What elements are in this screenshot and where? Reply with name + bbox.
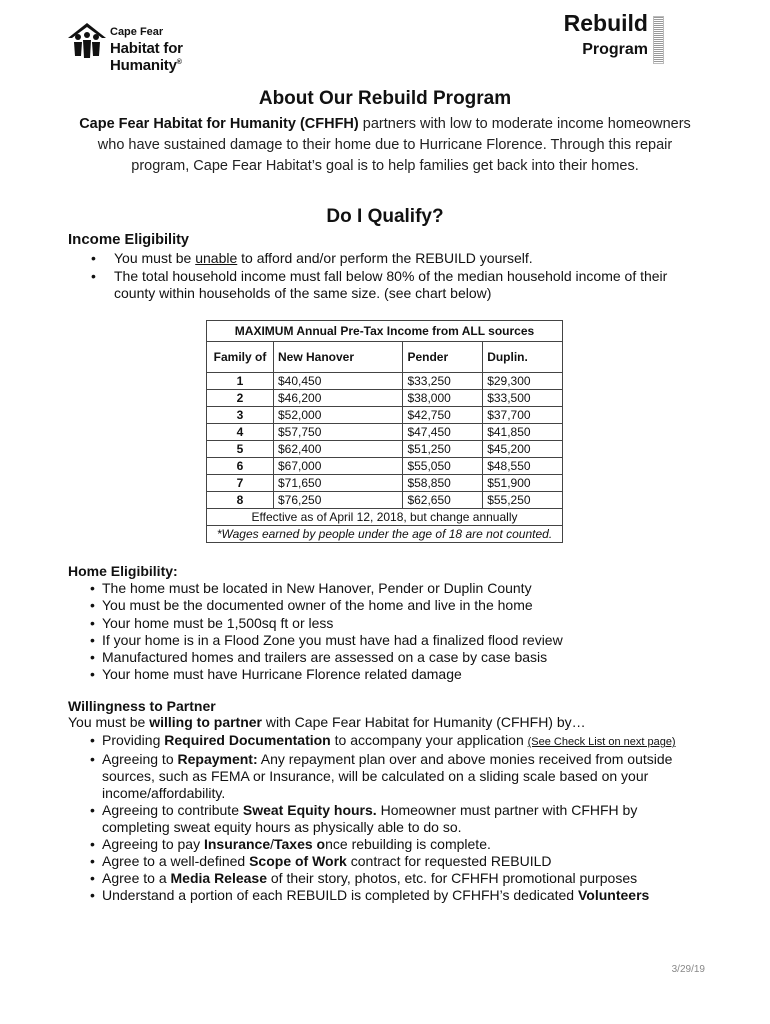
table-row: 3 $52,000 $42,750 $37,700 <box>207 407 563 424</box>
table-row: 2 $46,200 $38,000 $33,500 <box>207 390 563 407</box>
habitat-logo <box>66 20 256 74</box>
home-eligibility-list <box>102 580 682 684</box>
about-title: About Our Rebuild Program <box>258 88 512 109</box>
qualify-title: Do I Qualify? <box>326 206 444 227</box>
list-item: • Agreeing to pay Insurance/Taxes once rebuilding is complete. <box>102 836 702 853</box>
table-row: 5 $62,400 $51,250 $45,200 <box>207 441 563 458</box>
willingness-intro: You must be willing to partner with Cape Fear Habitat for Humanity (CFHFH) by… <box>68 714 586 730</box>
list-item: • The total household income must fall below 80% of the median household income of their county within households of the same size. (see chart below) <box>114 268 684 302</box>
table-row: 4 $57,750 $47,450 $41,850 <box>207 424 563 441</box>
table-caption: MAXIMUM Annual Pre-Tax Income from ALL sources <box>207 321 563 342</box>
income-limits-table <box>206 320 563 543</box>
table-row: 6 $67,000 $55,050 $48,550 <box>207 458 563 475</box>
table-footnote-wages: *Wages earned by people under the age of 18 are not counted. <box>207 526 563 543</box>
checklist-reference: (See Check List on next page) <box>527 736 676 748</box>
registered-mark: ® <box>176 59 182 66</box>
list-item: • Agreeing to contribute Sweat Equity hours. Homeowner must partner with CFHFH by completing sweat equity hours as physically able to do so. <box>102 802 702 836</box>
intro-org-name: Cape Fear Habitat for Humanity (CFHFH) <box>79 116 359 132</box>
logo-line-2: Habitat for Humanity® <box>110 40 183 74</box>
list-item: • Your home must be 1,500sq ft or less <box>102 615 682 632</box>
intro-text: partners with low to moderate income homeowners who have sustained damage to their home due to Hurricane Florence. Through this repair program, Cape Fear Habitat’s goal is to help families get back into their homes. <box>97 116 691 174</box>
willingness-heading: Willingness to Partner <box>68 698 216 714</box>
list-item: • The home must be located in New Hanover, Pender or Duplin County <box>102 580 682 597</box>
decorative-stripe <box>653 16 664 64</box>
revision-date: 3/29/19 <box>671 964 705 975</box>
table-footnote-effective: Effective as of April 12, 2018, but change annually <box>207 509 563 526</box>
list-item: • Agree to a well-defined Scope of Work contract for requested REBUILD <box>102 853 702 870</box>
table-row: 8 $76,250 $62,650 $55,250 <box>207 492 563 509</box>
logo-line-1: Cape Fear <box>110 26 164 38</box>
list-item: • Your home must have Hurricane Florence related damage <box>102 666 682 683</box>
list-item: • Understand a portion of each REBUILD is completed by CFHFH’s dedicated Volunteers <box>102 887 702 904</box>
income-eligibility-list <box>114 250 684 303</box>
table-row: 7 $71,650 $58,850 $51,900 <box>207 475 563 492</box>
table-row: 1 $40,450 $33,250 $29,300 <box>207 373 563 390</box>
program-title-rebuild: Rebuild <box>563 10 648 36</box>
about-intro <box>70 114 700 177</box>
header-pender: Pender <box>403 342 483 373</box>
list-item: • If your home is in a Flood Zone you must have had a finalized flood review <box>102 632 682 649</box>
list-item: • You must be unable to afford and/or perform the REBUILD yourself. <box>114 250 684 267</box>
list-item: • Agree to a Media Release of their story, photos, etc. for CFHFH promotional purposes <box>102 870 702 887</box>
header-new-hanover: New Hanover <box>274 342 403 373</box>
home-eligibility-heading: Home Eligibility: <box>68 563 178 579</box>
habitat-house-people-icon <box>66 20 108 60</box>
willingness-list <box>102 732 702 904</box>
list-item: • You must be the documented owner of the home and live in the home <box>102 597 682 614</box>
program-title-program: Program <box>582 41 648 58</box>
header-family-of: Family of <box>207 342 274 373</box>
income-eligibility-heading: Income Eligibility <box>68 231 189 248</box>
list-item: • Providing Required Documentation to accompany your application (See Check List on next page) <box>102 732 702 751</box>
header-duplin: Duplin. <box>483 342 563 373</box>
list-item: • Agreeing to Repayment: Any repayment plan over and above monies received from outside sources, such as FEMA or Insurance, will be calculated on a sliding scale based on your income/affordability. <box>102 751 702 802</box>
list-item: • Manufactured homes and trailers are assessed on a case by case basis <box>102 649 682 666</box>
